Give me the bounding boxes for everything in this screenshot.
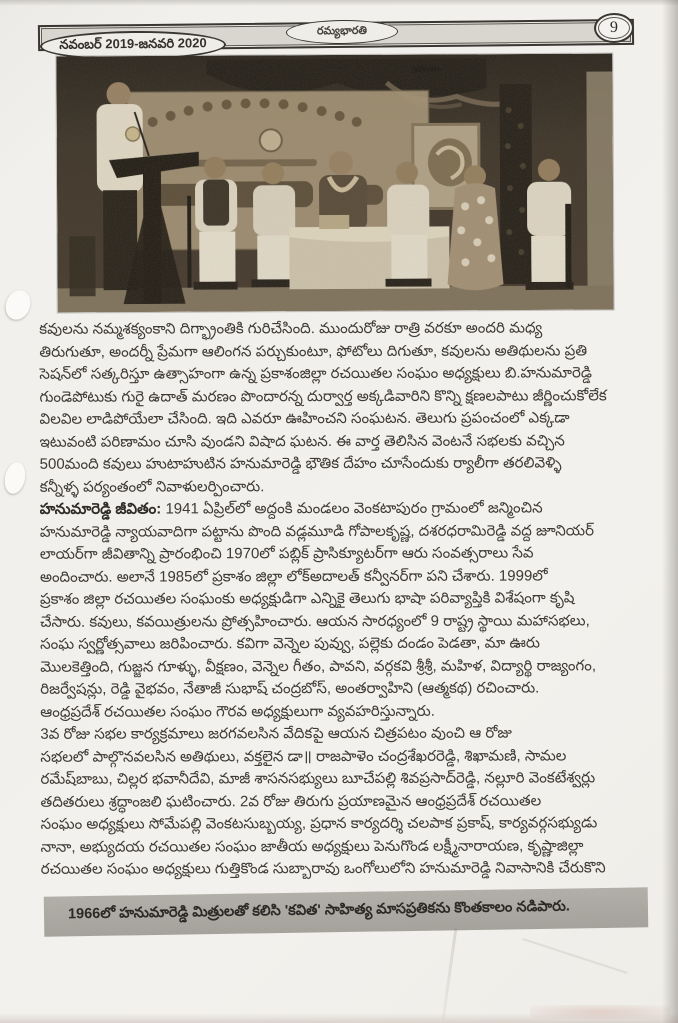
text-line: కన్నీళ్ళ పర్యంతంలో నివాళులర్పించారు. bbox=[39, 477, 265, 496]
text-line: అందించారు. అలానే 1985లో ప్రకాశం జిల్లా లోక్‌అదాలత్ కన్వీనర్‌గా పని చేశారు. 1999లో bbox=[39, 566, 548, 586]
text-line: తదితరులు శ్రద్ధాంజలి ఘటించారు. 2వ రోజు తిరుగు ప్రయాణమైన ఆంధ్రప్రదేశ్ రచయితల bbox=[40, 791, 542, 811]
garland-column bbox=[499, 84, 532, 284]
magazine-title-label: రమ్యభారతి bbox=[316, 24, 368, 37]
paragraph-2 bbox=[40, 520, 651, 724]
text-line: లాయర్‌గా జీవితాన్ని ప్రారంభించి 1970లో పబ్లిక్ ప్రాసిక్యూటర్‌గా ఆరు సంవత్సరాలు సేవ bbox=[39, 544, 534, 563]
text-line: సంఘం అధ్యక్షులు సోమేపల్లి వెంకటసుబ్బయ్య, ప్రధాన కార్యదర్శి చలపాక ప్రకాష్, కార్యవర్గసభ్యుడు bbox=[40, 814, 598, 833]
text-line: నానా, అభ్యుదయ రచయితల సంఘం జాతీయ అధ్యక్షులు పెనుగొండ లక్ష్మీనారాయణ, కృష్ణాజిల్లా bbox=[40, 836, 584, 856]
article-body bbox=[39, 317, 650, 881]
text-line: ఇటువంటి పరిణామం చూసి వుండని విషాద ఘటన. ఈ వార్త తెలిసిన వెంటనే సభలకు వచ్చిన bbox=[39, 431, 565, 451]
issue-date-label: నవంబర్ 2019-జనవరి 2020 bbox=[59, 35, 207, 52]
stage-photo-graphic bbox=[56, 54, 613, 313]
text-line: 500మంది కవులు హుటాహుటిన హనుమారెడ్డి భౌతిక దేహం చూసేందుకు ర్యాలీగా తరలివెళ్ళి bbox=[39, 454, 562, 473]
text-line: విలవిల లాడిపోయేలా చేసింది. ఇది ఎవరూ ఊహించని సంఘటన. తెలుగు ప్రపంచంలో ఎక్కడా bbox=[39, 409, 570, 428]
text-line: సభలలో పాల్గొనవలసిన అతిథులు, వక్తలైన డా॥ రాజపాళెం చంద్రశేఖరరెడ్డి, శిఖామణి, సామల bbox=[40, 746, 567, 766]
paragraph-1 bbox=[39, 317, 649, 499]
scan-edge-shadow bbox=[0, 1013, 678, 1023]
text-line: ప్రకాశం జిల్లా రచయితల సంఘంకు అధ్యక్షుడిగా ఎన్నికై తెలుగు భాషా పరివ్యాప్తికి విశేషంగా కృషి bbox=[39, 589, 575, 608]
text-line: గుండెపోటుకు గురై ఉదాత్ మరణం పొందారన్న దుర్వార్త అక్కడివారిని కొన్ని క్షణలపాటు జీర్ణించుకోలేక bbox=[39, 386, 607, 406]
highlight-note-text: 1966లో హనుమారెడ్డి మిత్రులతో కలిసి 'కవిత' సాహిత్య మాసప్రతికను కొంతకాలం నడిపారు. bbox=[67, 898, 570, 923]
bio-heading: హనుమారెడ్డి జీవితం: bbox=[39, 500, 162, 518]
text-line: తిరుగుతూ, అందర్నీ ప్రేమగా ఆలింగన పర్చుకుంటూ, ఫోటోలు దిగుతూ, కవులను అతిథులను ప్రతి bbox=[39, 341, 588, 361]
text-line: కవులను నమ్మశక్యంకాని దిగ్భ్రాంతికి గురిచేసింది. ముందురోజు రాత్రి వరకూ అందరి మధ్య bbox=[39, 319, 543, 338]
scan-edge-shadow bbox=[0, 0, 678, 6]
scan-edge-shadow bbox=[662, 0, 678, 1023]
text-line: చేసారు. కవులు, కవయిత్రులను ప్రోత్సహించారు. ఆయన సారధ్యంలో 9 రాష్ట్ర స్థాయి మహాసభలు, bbox=[40, 611, 590, 631]
paper-crease bbox=[442, 928, 458, 1020]
text-line: 3వ రోజు సభల కార్యక్రమాలు జరగవలసిన వేదికపై ఆయన చిత్రపటం వుంచి ఆ రోజు bbox=[40, 724, 512, 743]
page-number: 9 bbox=[609, 18, 619, 37]
stage-photo bbox=[56, 54, 613, 313]
text-line: సంఘ స్వర్ణోత్సవాలు జరిపించారు. కవిగా వెన్నెల పువ్వు, పల్లెకు దండం పెడతా, మా ఊరు bbox=[40, 634, 540, 653]
text-line: మొలకెత్తింది, గుజ్జన గూళ్ళు, వీక్షణం, వెన్నెల గీతం, పావని, వర్గకవి శ్రీశ్రీ, మహిళ, విద్యార్థి రాజ్యంగం, bbox=[40, 656, 597, 676]
paragraph-3 bbox=[40, 722, 650, 881]
text-line: సెషన్‌లో సత్కరిస్తూ ఉత్సాహంగా ఉన్న ప్రకాశంజిల్లా రచయితల సంఘం అధ్యక్షులు బి.హనుమారెడ్డి bbox=[39, 364, 593, 383]
page-fold-mark bbox=[2, 460, 28, 495]
bio-first-line-rest: 1941 ఏప్రిల్‌లో అద్దంకి మండలం వెంకటాపురం గ్రామంలో జన్మించిన bbox=[165, 499, 543, 518]
text-line: రచయితల సంఘం అధ్యక్షులు గుత్తికొండ సుబ్బారావు ఒంగోలులోని హనుమారెడ్డి నివాసానికి చేరుకొని bbox=[40, 859, 606, 878]
paper-crease bbox=[522, 938, 627, 974]
text-line: రిజర్వేషన్లు, రెడ్డి వైభవం, నేతాజీ సుభాష్ చంద్రబోస్, అంతర్వాహిని (ఆత్మకథ) రచించారు. bbox=[40, 679, 540, 698]
text-line: రమేష్‌బాబు, చిల్లర భవానీదేవి, మాజీ శాసనసభ్యులు బూచేపల్లి శివప్రసాద్‌రెడ్డి, నల్లూరి వెంకటేశ్వర్లు bbox=[40, 769, 596, 788]
side-curtain bbox=[586, 72, 613, 292]
text-line: ఆంధ్రప్రదేశ్ రచయితల సంఘం గౌరవ అధ్యక్షులుగా వ్యవహరిస్తున్నారు. bbox=[40, 702, 435, 721]
bio-heading-line bbox=[40, 497, 650, 521]
text-line: హనుమారెడ్డి న్యాయవాదిగా పట్టాను పొంది వడ్లమూడి గోపాలకృష్ణ, దశరధరామిరెడ్డి వద్ద జూనియర్ bbox=[39, 521, 594, 541]
page-fold-mark bbox=[2, 287, 35, 323]
banner-logo bbox=[260, 129, 282, 151]
highlight-note-bar bbox=[44, 887, 649, 936]
